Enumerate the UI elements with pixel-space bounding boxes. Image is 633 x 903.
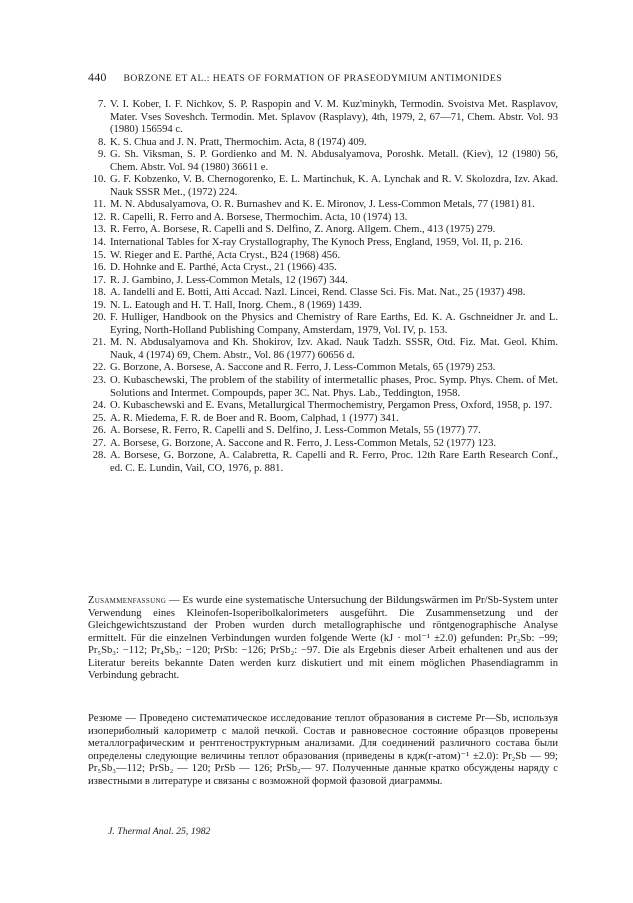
reference-item xyxy=(88,237,558,250)
reference-number: 13. xyxy=(92,224,106,236)
reference-number: 25. xyxy=(92,412,106,424)
reference-number: 26. xyxy=(92,425,106,437)
reference-text: V. I. Kober, I. F. Nichkov, S. P. Raspopin and V. M. Kuz'minykh, Termodin. Svoistva Met. Rasplavov, Mater. Vses Soveshch. Termodin. Met. Splavov (Rasplavy), 4th, 1979, 2, 67—71, Chem. Abstr. Vol. 93 (1980) 156594 c. xyxy=(110,99,558,136)
reference-item xyxy=(88,375,558,400)
reference-text: International Tables for X-ray Crystallography, The Kynoch Press, England, 1959, Vol. II, p. 216. xyxy=(110,237,523,249)
reference-number: 15. xyxy=(92,249,106,261)
reference-text: W. Rieger and E. Parthé, Acta Cryst., B24 (1968) 456. xyxy=(110,249,340,261)
reference-item xyxy=(88,275,558,288)
reference-number: 14. xyxy=(92,237,106,249)
reference-item xyxy=(88,199,558,212)
reference-number: 7. xyxy=(98,99,106,110)
reference-item xyxy=(88,400,558,413)
reference-item xyxy=(88,250,558,263)
reference-text: R. Capelli, R. Ferro and A. Borsese, Thermochim. Acta, 10 (1974) 13. xyxy=(110,211,408,223)
running-title: BORZONE ET AL.: HEATS OF FORMATION OF PRASEODYMIUM ANTIMONIDES xyxy=(123,73,503,84)
reference-number: 17. xyxy=(92,274,106,286)
reference-text: F. Hulliger, Handbook on the Physics and Chemistry of Rare Earths, Ed. K. A. Gschneidner Jr. and L. Eyring, North-Holland Publishing Company, Amsterdam, 1979, Vol. IV, p. 153. xyxy=(110,312,558,336)
reference-number: 20. xyxy=(92,312,106,324)
reference-text: A. R. Miedema, F. R. de Boer and R. Boom, Calphad, 1 (1977) 341. xyxy=(110,412,399,424)
abstract-german-text: — Es wurde eine systematische Untersuchung der Bildungswärmen im Pr/Sb-System unter Verwendung eines Kleinofen-Isoperibolkalorimeters ausgeführt. Die Zusammensetzung und der Gleichgewichtszustand der Proben wurden durch metallographische und röntgenographische Analyse ermittelt. Für die einzelnen Verbindungen wurden folgende Werte (kJ · mol⁻¹ ±2.0) gefunden: Pr₂Sb: −99; Pr₅Sb₃: −112; Pr₄Sb₃: −120; PrSb: −126; PrSb₂: −97. Die als Ergebnis dieser Arbeit erhaltenen und aus der Literatur bereits bekannte Daten werden kurz diskutiert und mit einem möglichen Phasendiagramm in Verbindung gebracht. xyxy=(88,595,558,682)
reference-text: O. Kubaschewski, The problem of the stability of intermetallic phases, Proc. Symp. Phys. Chem. of Met. Solutions and Intermet. Compoupds, paper 3C. Nat. Phys. Lab., Teddington, 1958. xyxy=(110,375,558,399)
reference-text: G. F. Kobzenko, V. B. Chernogorenko, E. L. Martinchuk, K. A. Lynchak and R. V. Skolozdra, Izv. Akad. Nauk SSSR Met., (1972) 224. xyxy=(110,174,558,198)
reference-text: N. L. Eatough and H. T. Hall, Inorg. Chem., 8 (1969) 1439. xyxy=(110,299,362,311)
reference-text: D. Hohnke and E. Parthé, Acta Cryst., 21 (1966) 435. xyxy=(110,262,337,274)
abstract-german xyxy=(88,595,558,683)
abstract-russian-label: Резюме xyxy=(88,713,122,724)
reference-item xyxy=(88,212,558,225)
reference-text: M. N. Abdusalyamova and Kh. Shokirov, Izv. Akad. Nauk Tadzh. SSSR, Otd. Fiz. Mat. Geol. Khim. Nauk, 4 (1974) 69, Chem. Abstr., Vol. 86 (1977) 60656 d. xyxy=(110,337,558,361)
reference-text: G. Sh. Viksman, S. P. Gordienko and M. N. Abdusalyamova, Poroshk. Metall. (Kiev), 12 (1980) 56, Chem. Abstr. Vol. 94 (1980) 36611 e. xyxy=(110,149,558,173)
reference-text: A. Borsese, R. Ferro, R. Capelli and S. Delfino, J. Less-Common Metals, 55 (1977) 77. xyxy=(110,425,481,437)
reference-text: A. Iandelli and E. Botti, Atti Accad. Nazl. Lincei, Rend. Classe Sci. Fis. Mat. Nat., 25 (1937) 498. xyxy=(110,287,526,299)
reference-item xyxy=(88,362,558,375)
abstract-russian-text: — Проведено систематическое исследование теплот образования в системе Pr—Sb, используя изопериболный калориметр с малой печкой. Состав и равновесное состояние образцов проверены металлографическим и рентгеноструктурным анализами. Для соединений различного состава были определены следующие величины теплот образования (приведены в кдж(г-атом)⁻¹ ±2.0): Pr₂Sb — 99; Pr₅Sb₃—112; PrSb₂ — 120; PrSb — 126; PrSb₂— 97. Полученные данные кратко обсуждены наряду с известными в литературе и связаны с возможной формой фазовой диаграммы. xyxy=(88,713,558,787)
reference-number: 11. xyxy=(93,199,106,211)
reference-number: 9. xyxy=(98,149,106,161)
reference-number: 12. xyxy=(92,211,106,223)
reference-item xyxy=(88,287,558,300)
reference-item xyxy=(88,425,558,438)
reference-item xyxy=(88,438,558,451)
reference-item xyxy=(88,174,558,199)
reference-item xyxy=(88,312,558,337)
reference-item xyxy=(88,337,558,362)
reference-item xyxy=(88,413,558,426)
reference-text: M. N. Abdusalyamova, O. R. Burnashev and K. E. Mironov, J. Less-Common Metals, 77 (1981) 81. xyxy=(110,199,535,211)
journal-footer: J. Thermal Anal. 25, 1982 xyxy=(108,826,211,837)
abstract-german-label: Zusammenfassung xyxy=(88,595,167,606)
reference-item xyxy=(88,262,558,275)
reference-item xyxy=(88,99,558,137)
reference-text: R. J. Gambino, J. Less-Common Metals, 12 (1967) 344. xyxy=(110,274,348,286)
reference-number: 27. xyxy=(92,437,106,449)
reference-item xyxy=(88,300,558,313)
reference-number: 24. xyxy=(92,400,106,412)
abstract-russian xyxy=(88,713,558,788)
reference-number: 16. xyxy=(92,262,106,274)
reference-number: 21. xyxy=(92,337,106,349)
reference-number: 22. xyxy=(92,362,106,374)
reference-item xyxy=(88,224,558,237)
reference-text: G. Borzone, A. Borsese, A. Saccone and R. Ferro, J. Less-Common Metals, 65 (1979) 253. xyxy=(110,362,496,374)
reference-item xyxy=(88,137,558,150)
running-header xyxy=(88,70,558,85)
reference-item xyxy=(88,450,558,475)
reference-text: K. S. Chua and J. N. Pratt, Thermochim. Acta, 8 (1974) 409. xyxy=(110,136,367,148)
reference-text: O. Kubaschewski and E. Evans, Metallurgical Thermochemistry, Pergamon Press, Oxford, 1958, p. 197. xyxy=(110,400,553,412)
reference-text: R. Ferro, A. Borsese, R. Capelli and S. Delfino, Z. Anorg. Allgem. Chem., 413 (1975) 279. xyxy=(110,224,496,236)
reference-number: 19. xyxy=(92,299,106,311)
reference-item xyxy=(88,149,558,174)
reference-text: A. Borsese, G. Borzone, A. Calabretta, R. Capelli and R. Ferro, Proc. 12th Rare Earth Research Conf., ed. C. E. Lundin, Vail, CO, 1976, p. 881. xyxy=(110,450,558,474)
reference-number: 18. xyxy=(92,287,106,299)
reference-number: 23. xyxy=(92,375,106,387)
reference-number: 28. xyxy=(92,450,106,462)
reference-number: 10. xyxy=(92,174,106,186)
reference-number: 8. xyxy=(98,136,106,148)
reference-list xyxy=(88,99,558,475)
page-number: 440 xyxy=(88,70,107,84)
reference-text: A. Borsese, G. Borzone, A. Saccone and R. Ferro, J. Less-Common Metals, 52 (1977) 123. xyxy=(110,437,497,449)
